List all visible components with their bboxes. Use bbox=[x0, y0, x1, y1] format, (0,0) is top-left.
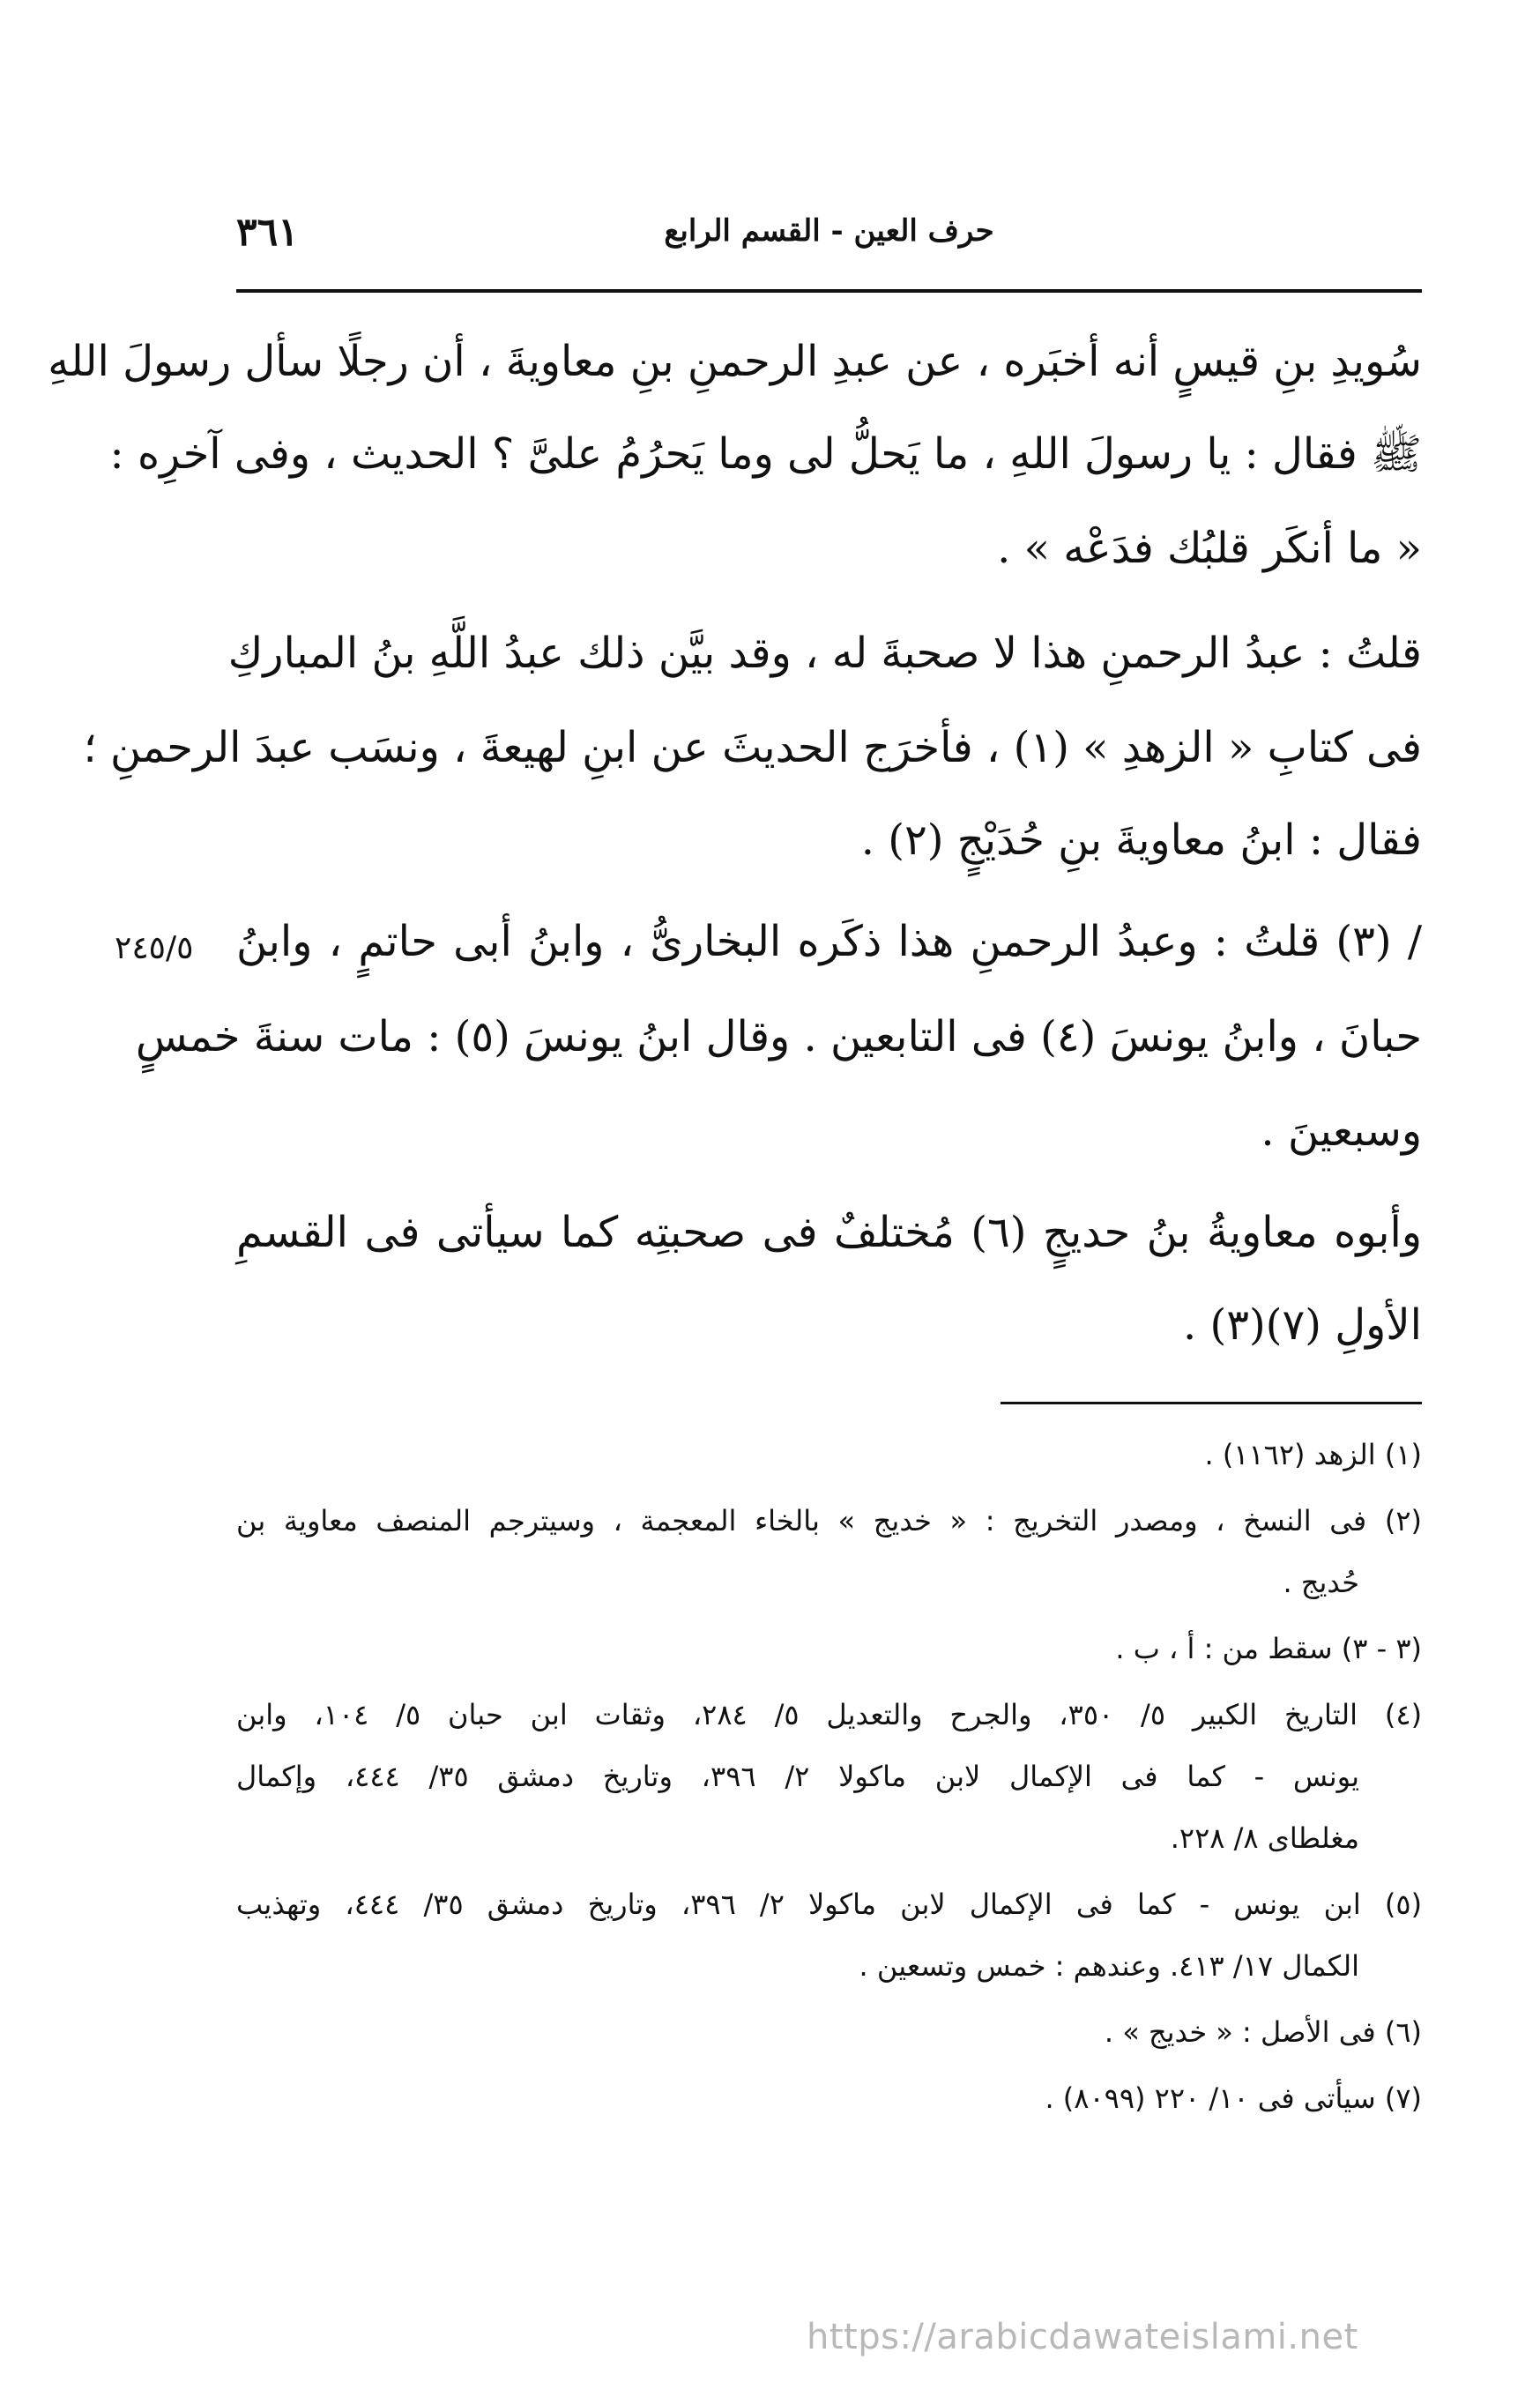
footnote-line: (٥) ابن يونس - كما فى الإكمال لابن ماكولا ٢/ ٣٩٦، وتاريخ دمشق ٣٥/ ٤٤٤، وتهذيب bbox=[236, 1887, 1423, 1921]
page-number: ٣٦١ bbox=[236, 210, 299, 255]
body-line: سُويدِ بنِ قيسٍ أنه أخبَره ، عن عبدِ الرحمنِ بنِ معاويةَ ، أن رجلًا سأل رسولَ اللهِ bbox=[48, 337, 1422, 386]
body-line: ﷺ فقال : يا رسولَ اللهِ ، ما يَحلُّ لى وما يَحرُمُ علىَّ ؟ الحديث ، وفى آخرِه : bbox=[109, 429, 1422, 479]
body-line: فى كتابِ « الزهدِ » (١) ، فأخرَج الحديثَ عن ابنِ لهيعةَ ، ونسَب عبدَ الرحمنِ ؛ bbox=[83, 723, 1422, 772]
footnote-line: (٣ - ٣) سقط من : أ ، ب . bbox=[1115, 1632, 1422, 1665]
footnote-line: (٧) سيأتى فى ١٠/ ٢٢٠ (٨٠٩٩) . bbox=[1045, 2081, 1422, 2115]
body-line: وسبعينَ . bbox=[1261, 1106, 1422, 1156]
page-header bbox=[236, 210, 1422, 293]
body-line: فقال : ابنُ معاويةَ بنِ حُدَيْجٍ (٢) . bbox=[860, 815, 1422, 865]
body-line: حبانَ ، وابنُ يونسَ (٤) فى التابعين . وقال ابنُ يونسَ (٥) : مات سنةَ خمسٍ bbox=[135, 1012, 1422, 1061]
body-line: / (٣) قلتُ : وعبدُ الرحمنِ هذا ذكَره البخارىُّ ، وابنُ أبى حاتمٍ ، وابنُ bbox=[236, 917, 1423, 966]
footnote-line: يونس - كما فى الإكمال لابن ماكولا ٢/ ٣٩٦، وتاريخ دمشق ٣٥/ ٤٤٤، وإكمال bbox=[236, 1760, 1360, 1793]
footnote-line: (١) الزهد (١١٦٢) . bbox=[1204, 1438, 1422, 1471]
footnote-line: حُديج . bbox=[1283, 1566, 1359, 1599]
footnote-divider bbox=[1001, 1402, 1422, 1404]
footnote-line: الكمال ١٧/ ٤١٣. وعندهم : خمس وتسعين . bbox=[859, 1949, 1359, 1983]
source-url-watermark: https://arabicdawateislami.net bbox=[807, 2317, 1358, 2357]
footnote-line: (٤) التاريخ الكبير ٥/ ٣٥٠، والجرح والتعديل ٥/ ٢٨٤، وثقات ابن حبان ٥/ ١٠٤، وابن bbox=[236, 1698, 1423, 1731]
footnote-line: (٦) فى الأصل : « خديج » . bbox=[1104, 2015, 1422, 2049]
body-line: الأولِ (٧)(٣) . bbox=[1182, 1300, 1422, 1350]
footnote-line: (٢) فى النسخ ، ومصدر التخريج : « خديج » بالخاء المعجمة ، وسيترجم المنصف معاوية بن bbox=[236, 1504, 1422, 1537]
body-line: « ما أنكَر قلبُك فدَعْه » . bbox=[997, 524, 1422, 573]
footnote-line: مغلطاى ٨/ ٢٢٨. bbox=[1170, 1821, 1359, 1855]
margin-note: ٢٤٥/٥ bbox=[115, 930, 194, 966]
body-line: وأبوه معاويةُ بنُ حديجٍ (٦) مُختلفٌ فى صحبتِه كما سيأتى فى القسمِ bbox=[236, 1208, 1422, 1257]
running-head: حرف العين - القسم الرابع bbox=[664, 213, 994, 249]
body-line: قلتُ : عبدُ الرحمنِ هذا لا صحبةَ له ، وقد بيَّن ذلك عبدُ اللَّهِ بنُ المباركِ bbox=[227, 629, 1422, 678]
